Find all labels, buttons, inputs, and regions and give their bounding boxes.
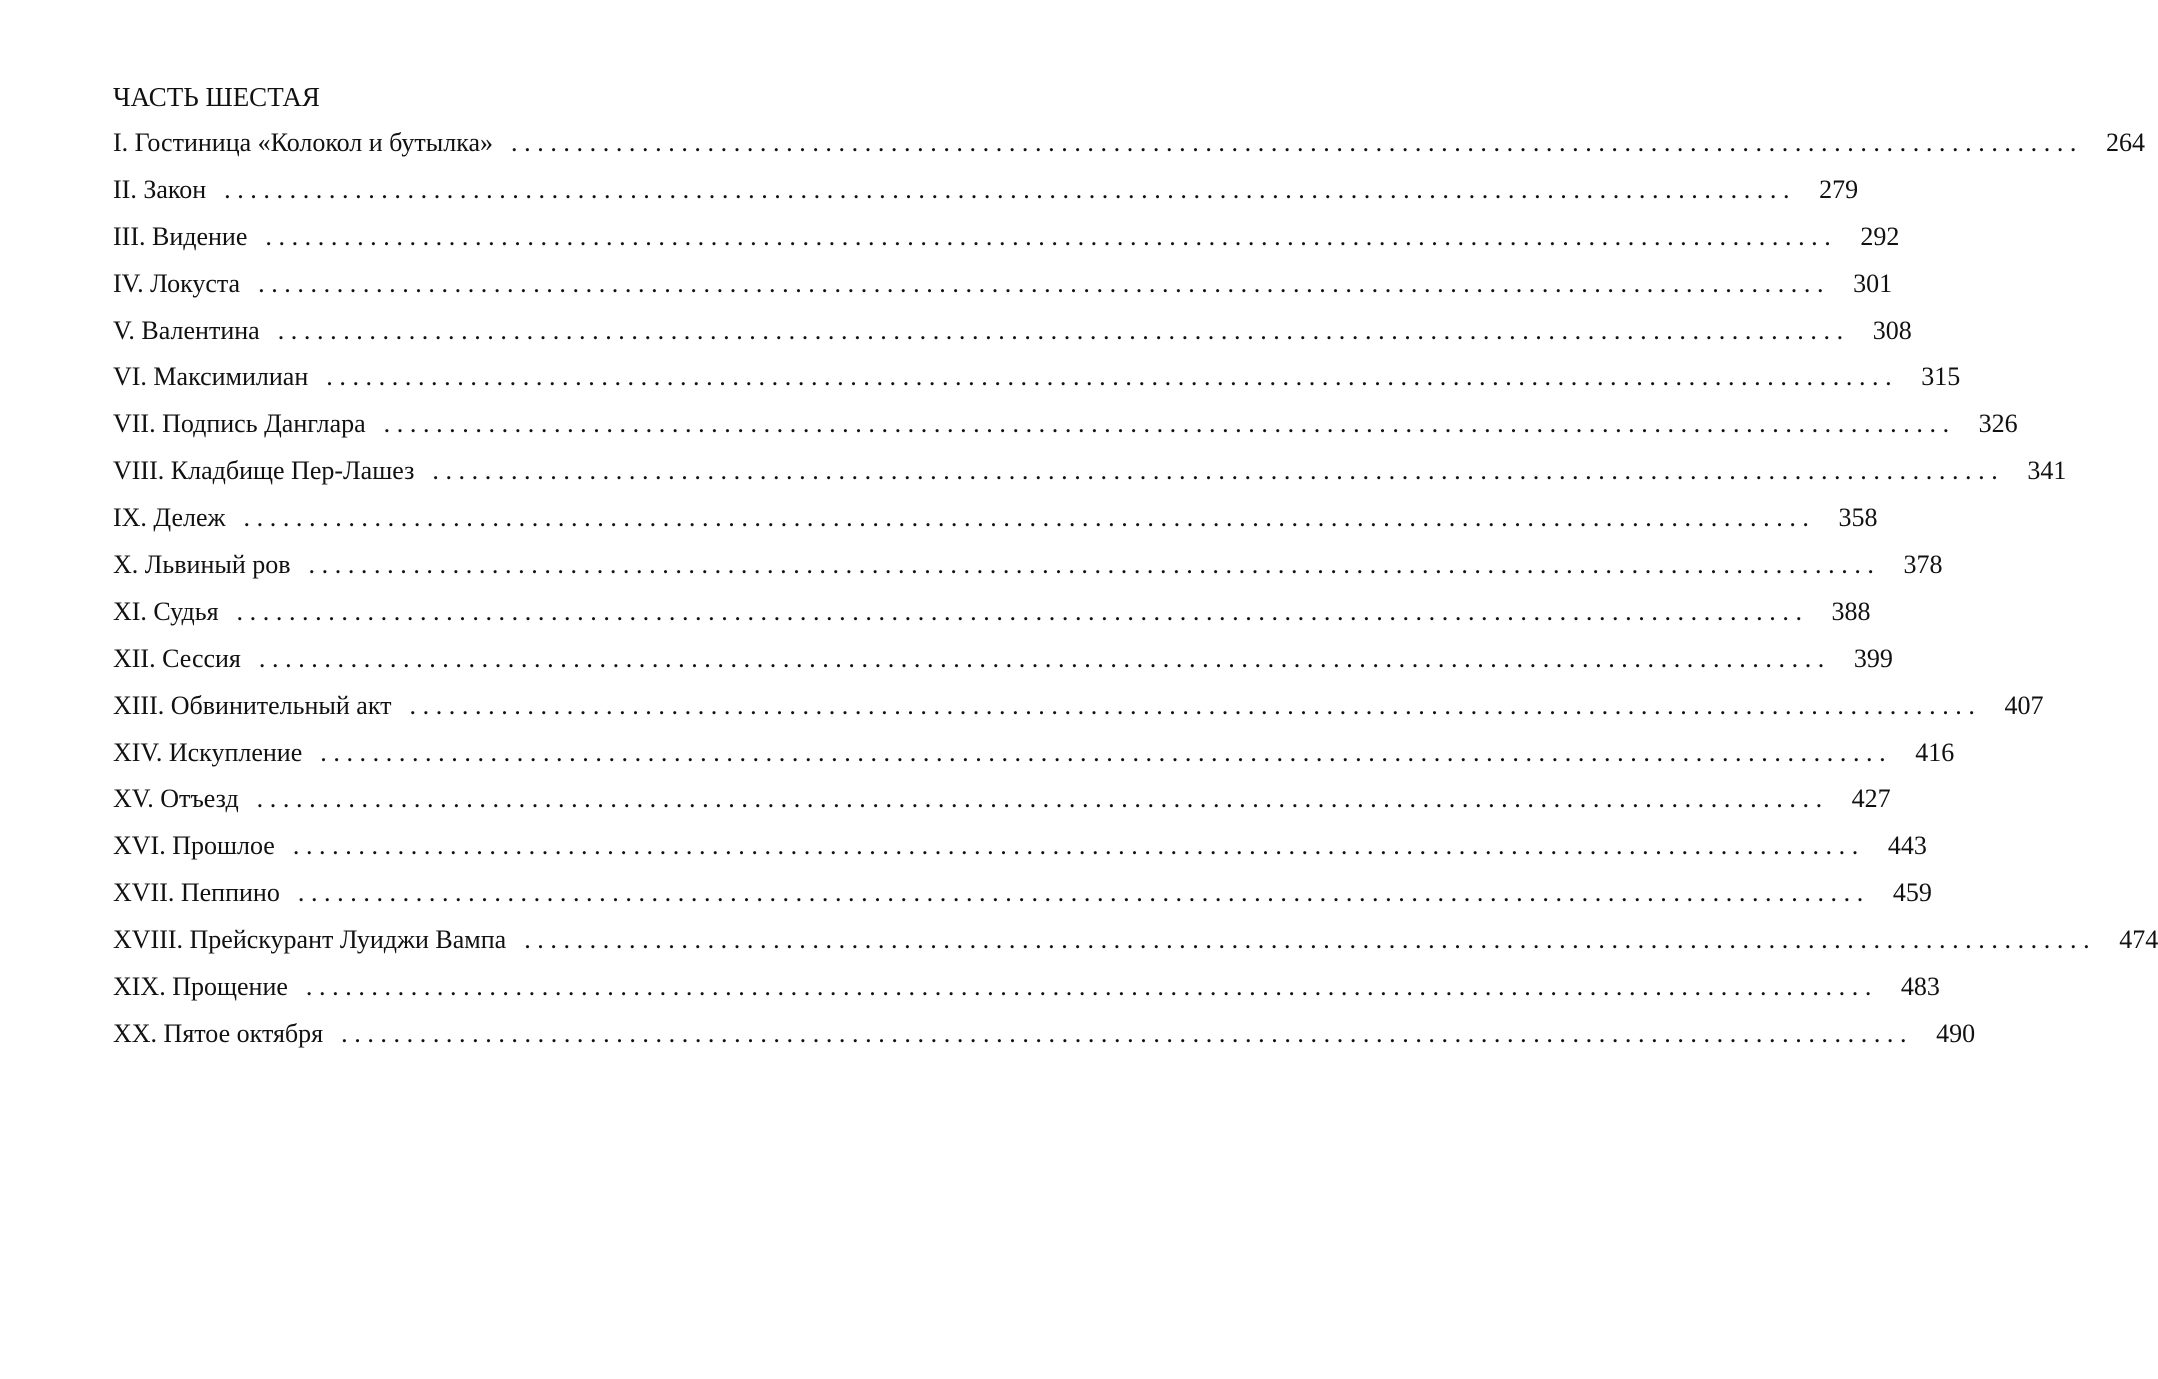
toc-entry[interactable] [113,923,2158,970]
toc-entry[interactable] [113,126,2146,173]
toc-entry[interactable] [113,407,2018,454]
page-number: 443 [1887,831,1927,861]
dot-leader: ........................................................................................................................ [341,1018,1914,1048]
dot-leader: ........................................................................................................................ [256,784,1829,814]
page-number: 279 [1819,174,1859,204]
page-number: 407 [2004,690,2044,720]
chapter-title: XVIII. Прейскурант Луиджи Вампа [113,925,507,955]
toc-entry[interactable] [113,501,1878,548]
page-number: 490 [1936,1018,1976,1048]
page-number: 399 [1853,643,1893,673]
page-number: 308 [1872,315,1912,345]
toc-entry[interactable] [113,829,1927,876]
chapter-title: XV. Отъезд [113,784,239,814]
chapter-title: III. Видение [113,221,248,251]
chapter-title: X. Львиный ров [113,550,291,580]
toc-entry[interactable] [113,736,1955,783]
dot-leader: ........................................................................................................................ [305,972,1878,1002]
toc-entry[interactable] [113,548,1943,595]
toc-entry[interactable] [113,782,1891,829]
chapter-title: VII. Подпись Данглара [113,409,366,439]
chapter-title: VIII. Кладбище Пер-Лашез [113,456,415,486]
dot-leader: ........................................................................................................................ [383,409,1956,439]
page-number: 264 [2106,128,2146,157]
chapter-title: VI. Максимилиан [113,362,309,392]
toc-entry[interactable] [113,970,1940,1017]
page-number: 341 [2027,456,2067,486]
page-number: 416 [1915,737,1955,767]
chapter-list [113,126,2158,1064]
toc-entry[interactable] [113,876,1932,923]
part-title: ЧАСТЬ ШЕСТАЯ [113,82,320,112]
toc-entry[interactable] [113,689,2044,736]
page-number: 474 [2119,925,2158,955]
toc-entry[interactable] [113,360,1961,407]
dot-leader: ........................................................................................................................ [265,221,1838,251]
page-number: 301 [1853,268,1893,298]
dot-leader: ........................................................................................................................ [320,737,1893,767]
dot-leader: ........................................................................................................................ [258,268,1831,298]
dot-leader: ........................................................................................................................ [243,503,1816,533]
toc-entry[interactable] [113,454,2067,501]
page-number: 358 [1838,503,1878,533]
toc-entry[interactable] [113,1017,1976,1064]
page-number: 315 [1921,362,1961,392]
chapter-title: XX. Пятое октября [113,1018,324,1048]
chapter-title: IV. Локуста [113,268,241,298]
toc-entry[interactable] [113,220,1900,267]
page-number: 427 [1851,784,1891,814]
toc-entry[interactable] [113,642,1893,689]
dot-leader: ........................................................................................................................ [326,362,1899,392]
page-number: 388 [1831,596,1871,626]
chapter-title: XVI. Прошлое [113,831,275,861]
dot-leader: ........................................................................................................................ [511,128,2084,157]
dot-leader: ........................................................................................................................ [524,925,2097,955]
dot-leader: ........................................................................................................................ [258,643,1831,673]
dot-leader: ........................................................................................................................ [224,174,1797,204]
chapter-title: XIII. Обвинительный акт [113,690,392,720]
chapter-title: V. Валентина [113,315,260,345]
page-number: 326 [1978,409,2018,439]
page-number: 292 [1860,221,1900,251]
dot-leader: ........................................................................................................................ [236,596,1809,626]
chapter-title: IX. Дележ [113,503,226,533]
page-number: 483 [1900,972,1940,1002]
chapter-title: XIV. Искупление [113,737,303,767]
toc-entry[interactable] [113,173,1859,220]
page-number: 378 [1903,550,1943,580]
chapter-title: I. Гостиница «Колокол и бутылка» [113,128,494,157]
chapter-title: XI. Судья [113,596,219,626]
toc-entry[interactable] [113,595,1871,642]
chapter-title: II. Закон [113,174,207,204]
dot-leader: ........................................................................................................................ [277,315,1850,345]
dot-leader: ........................................................................................................................ [432,456,2005,486]
dot-leader: ........................................................................................................................ [308,550,1881,580]
chapter-title: XIX. Прощение [113,972,288,1002]
dot-leader: ........................................................................................................................ [292,831,1865,861]
toc-entry[interactable] [113,267,1893,314]
toc-entry[interactable] [113,314,1912,361]
chapter-title: XVII. Пеппино [113,878,280,908]
dot-leader: ........................................................................................................................ [297,878,1870,908]
page-number: 459 [1892,878,1932,908]
dot-leader: ........................................................................................................................ [409,690,1982,720]
chapter-title: XII. Сессия [113,643,241,673]
